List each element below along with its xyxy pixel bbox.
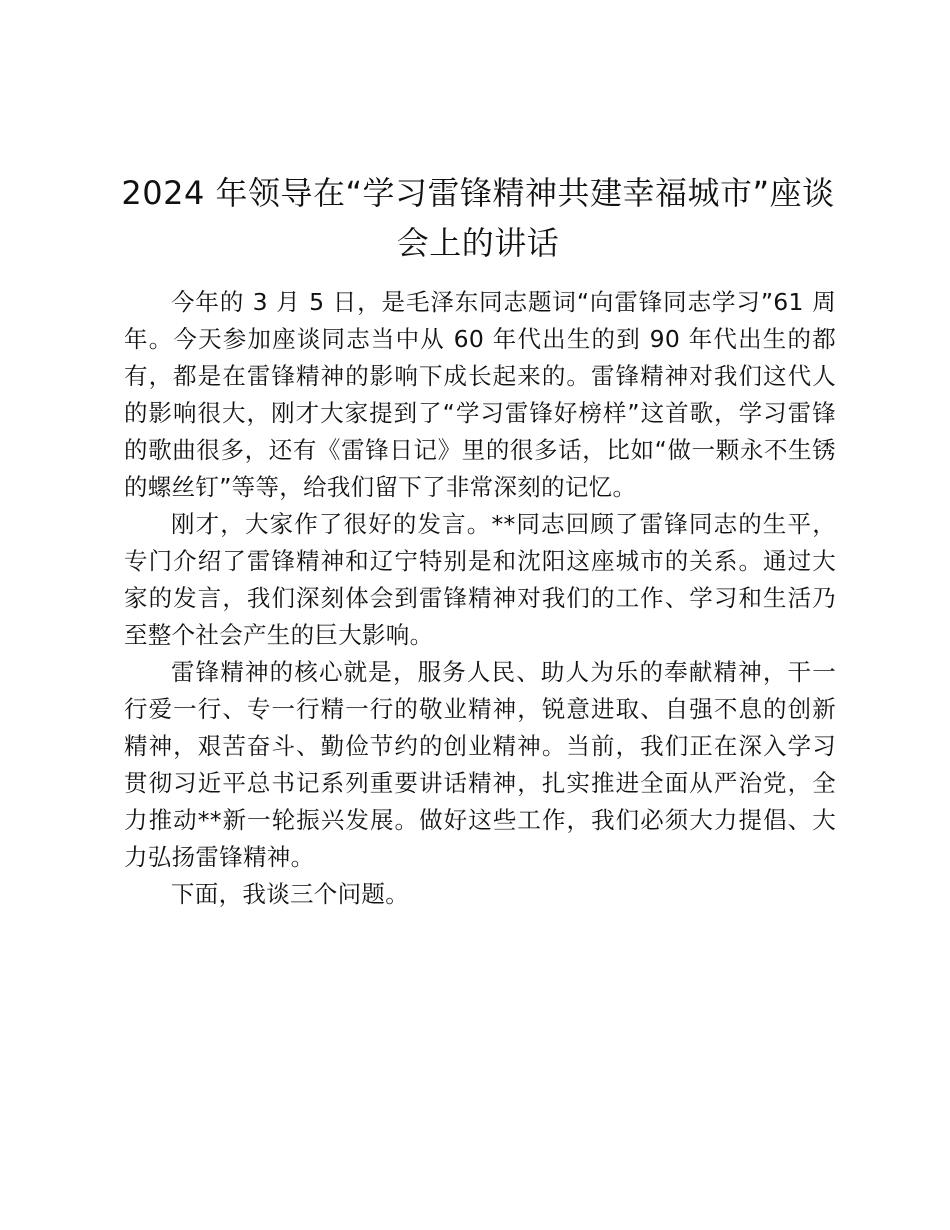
document-body — [124, 284, 836, 913]
paragraph-3: 雷锋精神的核心就是，服务人民、助人为乐的奉献精神，干一行爱一行、专一行精一行的敬业精神，锐意进取、自强不息的创新精神，艰苦奋斗、勤俭节约的创业精神。当前，我们正在深入学习贯彻习近平总书记系列重要讲话精神，扎实推进全面从严治党，全力推动**新一轮振兴发展。做好这些工作，我们必须大力提倡、大力弘扬雷锋精神。 — [124, 658, 836, 871]
document-title: 2024 年领导在“学习雷锋精神共建幸福城市”座谈会上的讲话 — [121, 174, 835, 262]
paragraph-4: 下面，我谈三个问题。 — [171, 880, 409, 908]
paragraph-1: 今年的 3 月 5 日，是毛泽东同志题词“向雷锋同志学习”61 周年。今天参加座谈同志当中从 60 年代出生的到 90 年代出生的都有，都是在雷锋精神的影响下成长起来的。雷锋精神对我们这代人的影响很大，刚才大家提到了“学习雷锋好榜样”这首歌，学习雷锋的歌曲很多，还有《雷锋日记》里的很多话，比如“做一颗永不生锈的螺丝钉”等等，给我们留下了非常深刻的记忆。 — [124, 288, 836, 501]
paragraph-2: 刚才，大家作了很好的发言。**同志回顾了雷锋同志的生平，专门介绍了雷锋精神和辽宁特别是和沈阳这座城市的关系。通过大家的发言，我们深刻体会到雷锋精神对我们的工作、学习和生活乃至整个社会产生的巨大影响。 — [124, 510, 836, 649]
